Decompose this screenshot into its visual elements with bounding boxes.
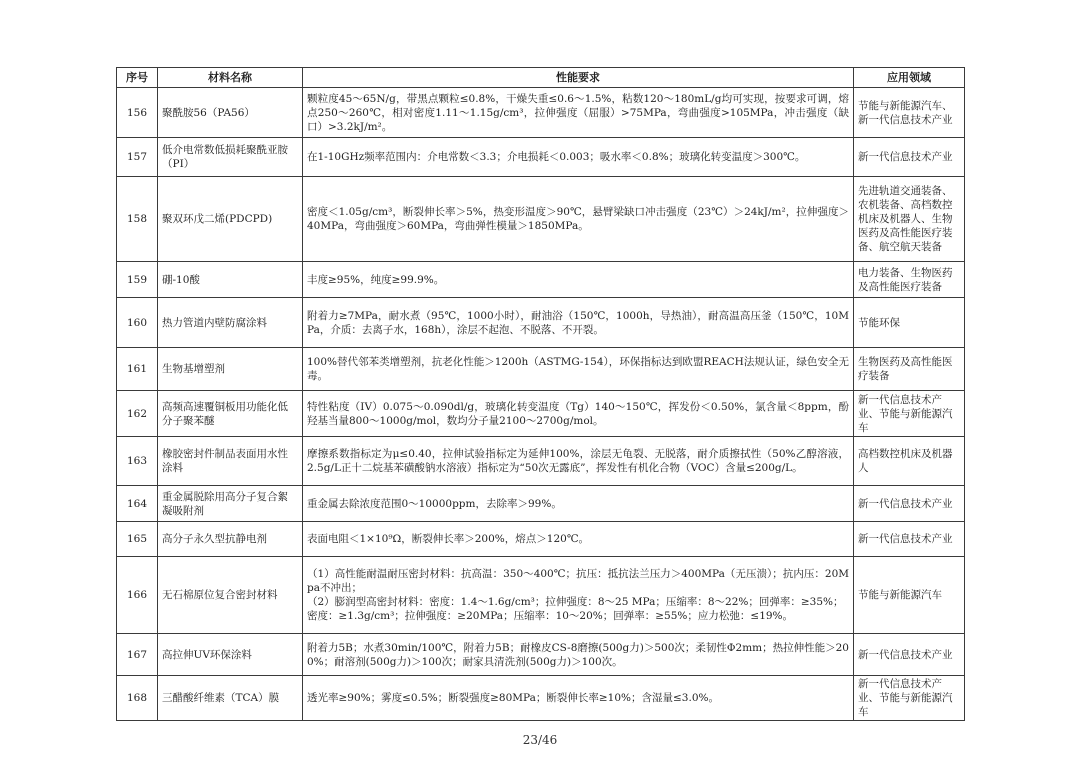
table-row — [117, 557, 965, 634]
cell-no: 161 — [117, 348, 158, 391]
table-row — [117, 522, 965, 557]
requirements-text: 附着力5B；水煮30min/100℃，附着力5B；耐橡皮CS-8磨擦(500g力)＞500次；柔韧性Φ2mm；热拉伸性能＞200%；耐溶剂(500g力)＞100次；耐家具清洗剂(500g力)＞100次。 — [307, 641, 849, 668]
cell-application-field: 新一代信息技术产业、节能与新能源汽车 — [854, 676, 965, 721]
cell-application-field: 高档数控机床及机器人 — [854, 437, 965, 486]
cell-requirements — [303, 138, 854, 177]
table-row — [117, 676, 965, 721]
cell-requirements — [303, 634, 854, 676]
cell-material-name: 高拉伸UV环保涂料 — [158, 634, 303, 676]
cell-material-name: 无石棉原位复合密封材料 — [158, 557, 303, 634]
cell-requirements — [303, 348, 854, 391]
cell-requirements — [303, 557, 854, 634]
cell-no: 165 — [117, 522, 158, 557]
cell-no: 162 — [117, 391, 158, 437]
requirements-text: （2）膨润型高密封材料：密度：1.4～1.6g/cm³；拉伸强度：8～25 MPa；压缩率：8～22%；回弹率：≥35%； — [307, 596, 844, 608]
header-no: 序号 — [117, 68, 158, 88]
cell-no: 156 — [117, 88, 158, 138]
cell-requirements — [303, 522, 854, 557]
cell-application-field: 新一代信息技术产业 — [854, 138, 965, 177]
requirements-text: 100%替代邻苯类增塑剂，抗老化性能＞1200h（ASTMG-154），环保指标达到欧盟REACH法规认证，绿色安全无毒。 — [307, 356, 849, 382]
header-material-name: 材料名称 — [158, 68, 303, 88]
cell-material-name: 重金属脱除用高分子复合絮凝吸附剂 — [158, 486, 303, 522]
cell-application-field: 节能与新能源汽车 — [854, 557, 965, 634]
cell-application-field: 新一代信息技术产业 — [854, 634, 965, 676]
cell-application-field: 生物医药及高性能医疗装备 — [854, 348, 965, 391]
cell-requirements — [303, 298, 854, 348]
cell-application-field: 新一代信息技术产业、节能与新能源汽车 — [854, 391, 965, 437]
cell-application-field: 新一代信息技术产业 — [854, 522, 965, 557]
cell-no: 163 — [117, 437, 158, 486]
cell-material-name: 聚双环戊二烯(PDCPD) — [158, 177, 303, 262]
page-number: 23/46 — [522, 733, 558, 747]
cell-no: 167 — [117, 634, 158, 676]
cell-requirements — [303, 262, 854, 298]
header-requirements: 性能要求 — [303, 68, 854, 88]
cell-requirements — [303, 676, 854, 721]
cell-material-name: 生物基增塑剂 — [158, 348, 303, 391]
table-row — [117, 391, 965, 437]
cell-material-name: 橡胶密封件制品表面用水性涂料 — [158, 437, 303, 486]
table-row — [117, 437, 965, 486]
cell-application-field: 新一代信息技术产业 — [854, 486, 965, 522]
requirements-text: 摩擦系数指标定为μ≤0.40，拉伸试验指标定为延伸100%，涂层无龟裂、无脱落，耐介质擦拭性（50%乙醇溶液，2.5g/L正十二烷基苯磺酸钠水溶液）指标定为“50次无露底”，挥发性有机化合物（VOC）含量≤200g/L。 — [307, 448, 849, 474]
table-row — [117, 88, 965, 138]
requirements-text: 表面电阻＜1×10⁹Ω，断裂伸长率＞200%，熔点＞120℃。 — [307, 533, 590, 545]
requirements-text: 特性粘度（IV）0.075～0.090dl/g，玻璃化转变温度（Tg）140～150℃，挥发份＜0.50%，氯含量＜8ppm，酚羟基当量800～1000g/mol，数均分子量2100～2700g/mol。 — [307, 400, 849, 427]
cell-requirements — [303, 486, 854, 522]
requirements-text: 附着力≥7MPa，耐水煮（95℃，1000小时），耐油浴（150℃，1000h，导热油），耐高温高压釜（150℃，10MPa，介质：去离子水，168h），涂层不起泡、不脱落、不开裂。 — [307, 309, 849, 336]
cell-requirements — [303, 88, 854, 138]
requirements-text: 丰度≥95%，纯度≥99.9%。 — [307, 273, 445, 286]
requirements-text: 重金属去除浓度范围0～10000ppm，去除率＞99%。 — [307, 497, 562, 510]
cell-material-name: 热力管道内壁防腐涂料 — [158, 298, 303, 348]
cell-no: 168 — [117, 676, 158, 721]
cell-material-name: 高分子永久型抗静电剂 — [158, 522, 303, 557]
cell-no: 166 — [117, 557, 158, 634]
table-row — [117, 262, 965, 298]
requirements-text: 密度：≥1.3g/cm³；拉伸强度：≥20MPa；压缩率：10～20%；回弹率：≥55%；应力松弛：≤19%。 — [307, 610, 794, 622]
cell-material-name: 硼-10酸 — [158, 262, 303, 298]
header-application-field: 应用领域 — [854, 68, 965, 88]
table-row — [117, 634, 965, 676]
requirements-text: （1）高性能耐温耐压密封材料：抗高温：350～400℃；抗压：抵抗法兰压力＞400MPa（无压溃）；抗内压：20Mpa不冲出； — [307, 568, 849, 594]
table-row — [117, 348, 965, 391]
cell-requirements — [303, 177, 854, 262]
cell-no: 159 — [117, 262, 158, 298]
requirements-text: 在1-10GHz频率范围内：介电常数＜3.3；介电损耗＜0.003；吸水率＜0.8%；玻璃化转变温度＞300℃。 — [307, 151, 806, 163]
cell-application-field: 节能与新能源汽车、新一代信息技术产业 — [854, 88, 965, 138]
cell-application-field: 先进轨道交通装备、农机装备、高档数控机床及机器人、生物医药及高性能医疗装备、航空航天装备 — [854, 177, 965, 262]
cell-no: 157 — [117, 138, 158, 177]
materials-table — [116, 67, 965, 721]
cell-material-name: 低介电常数低损耗聚酰亚胺（PI） — [158, 138, 303, 177]
requirements-text: 透光率≥90%；雾度≤0.5%；断裂强度≥80MPa；断裂伸长率≥10%；含湿量≤3.0%。 — [307, 692, 719, 704]
cell-material-name: 高频高速覆铜板用功能化低分子聚苯醚 — [158, 391, 303, 437]
table-row — [117, 177, 965, 262]
cell-material-name: 聚酰胺56（PA56） — [158, 88, 303, 138]
cell-material-name: 三醋酸纤维素（TCA）膜 — [158, 676, 303, 721]
cell-no: 164 — [117, 486, 158, 522]
table-row — [117, 138, 965, 177]
requirements-text: 密度＜1.05g/cm³，断裂伸长率＞5%，热变形温度＞90℃，悬臂梁缺口冲击强度（23℃）＞24kJ/m²，拉伸强度＞40MPa，弯曲强度＞60MPa，弯曲弹性模量＞1850MPa。 — [307, 206, 849, 232]
cell-no: 158 — [117, 177, 158, 262]
cell-no: 160 — [117, 298, 158, 348]
table-row — [117, 298, 965, 348]
requirements-text: 颗粒度45～65N/g，带黑点颗粒≤0.8%，干燥失重≤0.6～1.5%，粘数120～180mL/g均可实现，按要求可调，熔点250～260℃，相对密度1.11～1.15g/cm³，拉伸强度（屈服）>75MPa，弯曲强度>105MPa，冲击强度（缺口）>3.2kJ/m²。 — [307, 92, 849, 133]
table-row — [117, 486, 965, 522]
table-header-row — [117, 68, 965, 88]
cell-requirements — [303, 391, 854, 437]
cell-application-field: 节能环保 — [854, 298, 965, 348]
cell-application-field: 电力装备、生物医药及高性能医疗装备 — [854, 262, 965, 298]
cell-requirements — [303, 437, 854, 486]
